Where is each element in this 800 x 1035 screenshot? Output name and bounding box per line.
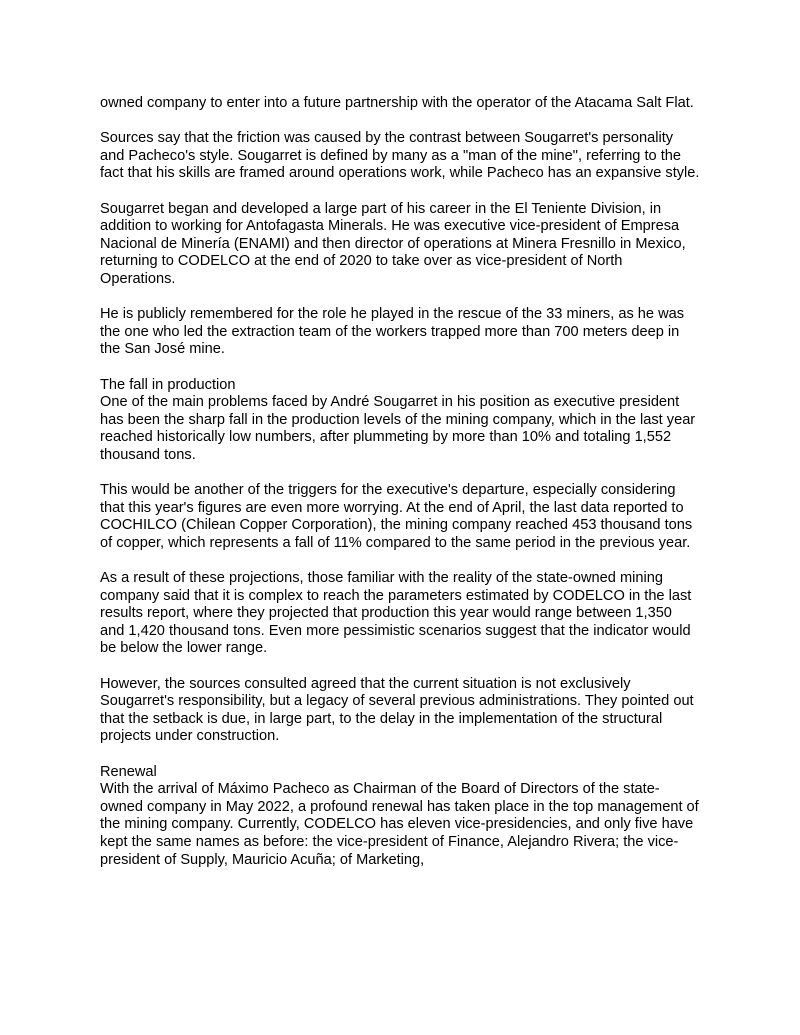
paragraph-responsibility: However, the sources consulted agreed that the current situation is not exclusively Sougarret's responsibility, but a legacy of several previous administrations. They pointed out that the setback is due, in large part, to the delay in the implementation of the structural projects under construction.	[100, 675, 694, 745]
paragraph-atacama: owned company to enter into a future partnership with the operator of the Atacama Salt Flat.	[100, 95, 694, 111]
paragraph-rescue: He is publicly remembered for the role he played in the rescue of the 33 miners, as he was the one who led the extraction team of the workers trapped more than 700 meters deep in the San José mine.	[100, 306, 685, 358]
section-heading-renewal: Renewal	[100, 763, 157, 780]
paragraph-triggers: This would be another of the triggers for the executive's departure, especially considering that this year's figures are even more worrying. At the end of April, the last data reported to COCHILCO (Chilean Copper Corporation), the mining company reached 453 thousand tons of copper, which represents a fall of 11% compared to the same period in the previous year.	[100, 482, 693, 551]
paragraph-career: Sougarret began and developed a large part of his career in the El Teniente Division, in addition to working for Antofagasta Minerals. He was executive vice-president of Empresa Nacional de Minería (ENAMI) and then director of operations at Minera Fresnillo in Mexico, returning to CODELCO at the end of 2020 to take over as vice-president of North Operations.	[100, 200, 686, 287]
paragraph-renewal: With the arrival of Máximo Pacheco as Chairman of the Board of Directors of the state-owned company in May 2022, a profound renewal has taken place in the top management of the mining company. Currently, CODELCO has eleven vice-presidencies, and only five have kept the same names as before: the vice-president of Finance, Alejandro Rivera; the vice-president of Supply, Mauricio Acuña; of Marketing,	[100, 781, 699, 868]
paragraph-projections: As a result of these projections, those familiar with the reality of the state-owned mining company said that it is complex to reach the parameters estimated by CODELCO in the last results report, where they projected that production this year would range between 1,350 and 1,420 thousand tons. Even more pessimistic scenarios suggest that the indicator would be below the lower range.	[100, 570, 692, 657]
section-heading-fall-in-production: The fall in production	[100, 376, 236, 393]
paragraph-production-fall: One of the main problems faced by André Sougarret in his position as executive president has been the sharp fall in the production levels of the mining company, which in the last year reached historically low numbers, after plummeting by more than 10% and totaling 1,552 thousand tons.	[100, 394, 696, 463]
paragraph-friction: Sources say that the friction was caused by the contrast between Sougarret's personality and Pacheco's style. Sougarret is defined by many as a "man of the mine", referring to the fact that his skills are framed around operations work, while Pacheco has an expansive style.	[100, 130, 700, 182]
document-page	[100, 95, 700, 887]
